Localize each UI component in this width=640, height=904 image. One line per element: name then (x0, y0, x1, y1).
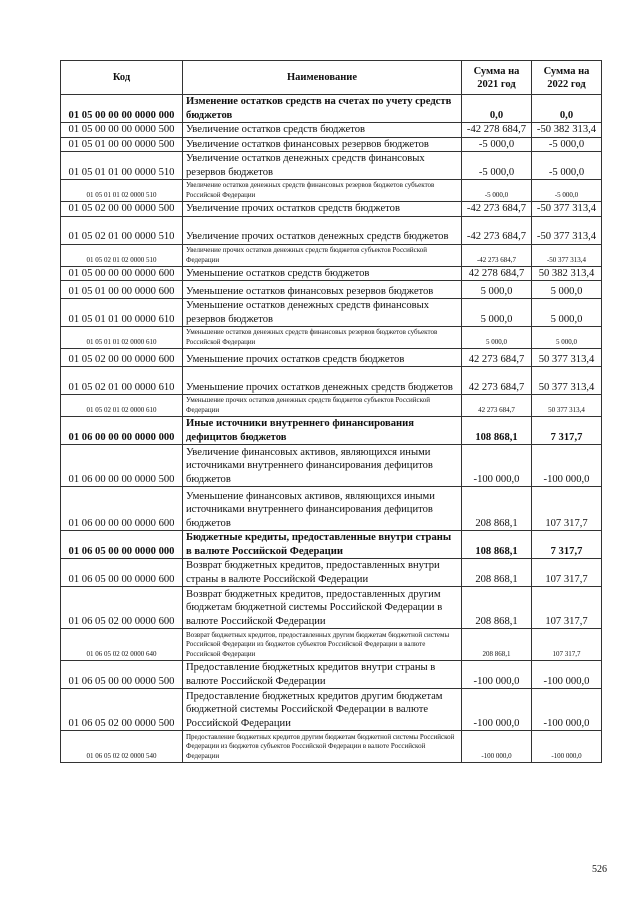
table-row (61, 487, 602, 531)
table-row (61, 244, 602, 266)
row-sum-2022: -100 000,0 (532, 661, 602, 689)
table-row (61, 137, 602, 152)
row-sum-2021: -42 273 684,7 (462, 244, 532, 266)
row-sum-2022: 107 317,7 (532, 587, 602, 629)
table-row (61, 299, 602, 327)
row-code: 01 06 05 00 00 0000 600 (61, 559, 183, 587)
row-sum-2022: -100 000,0 (532, 731, 602, 763)
row-name: Увеличение остатков денежных средств финансовых резервов бюджетов (183, 152, 462, 180)
row-name: Иные источники внутреннего финансирования дефицитов бюджетов (183, 417, 462, 445)
row-sum-2022: 0,0 (532, 95, 602, 123)
table-row (61, 531, 602, 559)
table-row (61, 349, 602, 367)
header-name: Наименование (183, 61, 462, 95)
row-sum-2021: -42 273 684,7 (462, 216, 532, 244)
row-name: Уменьшение остатков денежных средств финансовых резервов бюджетов субъектов Российской Федерации (183, 327, 462, 349)
row-code: 01 06 05 00 00 0000 500 (61, 661, 183, 689)
table-row (61, 180, 602, 202)
row-code: 01 05 01 00 00 0000 600 (61, 281, 183, 299)
table-row (61, 327, 602, 349)
row-code: 01 06 05 02 00 0000 500 (61, 689, 183, 731)
row-sum-2021: 5 000,0 (462, 327, 532, 349)
row-sum-2021: 42 278 684,7 (462, 266, 532, 281)
row-name: Предоставление бюджетных кредитов другим бюджетам бюджетной системы Российской Федерации в валюте Российской Федерации (183, 689, 462, 731)
row-sum-2022: 50 377 313,4 (532, 395, 602, 417)
row-sum-2021: -100 000,0 (462, 689, 532, 731)
row-sum-2021: 208 868,1 (462, 487, 532, 531)
row-name: Предоставление бюджетных кредитов внутри страны в валюте Российской Федерации (183, 661, 462, 689)
row-sum-2022: -50 377 313,4 (532, 216, 602, 244)
row-sum-2022: 7 317,7 (532, 531, 602, 559)
row-sum-2022: -100 000,0 (532, 689, 602, 731)
row-name: Бюджетные кредиты, предоставленные внутри страны в валюте Российской Федерации (183, 531, 462, 559)
row-name: Увеличение остатков денежных средств финансовых резервов бюджетов субъектов Российской Федерации (183, 180, 462, 202)
row-code: 01 05 02 01 00 0000 610 (61, 367, 183, 395)
row-sum-2022: 5 000,0 (532, 327, 602, 349)
table-row (61, 152, 602, 180)
row-code: 01 06 05 02 02 0000 640 (61, 629, 183, 661)
row-sum-2021: 208 868,1 (462, 629, 532, 661)
table-row (61, 689, 602, 731)
row-name: Увеличение остатков финансовых резервов бюджетов (183, 137, 462, 152)
row-code: 01 05 00 00 00 0000 600 (61, 266, 183, 281)
row-sum-2022: 107 317,7 (532, 487, 602, 531)
row-code: 01 06 05 02 02 0000 540 (61, 731, 183, 763)
row-name: Уменьшение остатков денежных средств финансовых резервов бюджетов (183, 299, 462, 327)
row-sum-2022: -5 000,0 (532, 180, 602, 202)
row-name: Увеличение остатков средств бюджетов (183, 123, 462, 138)
table-row (61, 559, 602, 587)
table-row (61, 587, 602, 629)
row-code: 01 05 01 00 00 0000 500 (61, 137, 183, 152)
row-sum-2022: 7 317,7 (532, 417, 602, 445)
row-sum-2022: 5 000,0 (532, 299, 602, 327)
row-sum-2021: 108 868,1 (462, 417, 532, 445)
row-code: 01 06 00 00 00 0000 000 (61, 417, 183, 445)
row-code: 01 05 02 01 00 0000 510 (61, 216, 183, 244)
row-code: 01 06 05 00 00 0000 000 (61, 531, 183, 559)
row-sum-2021: -42 273 684,7 (462, 202, 532, 217)
row-sum-2022: 50 377 313,4 (532, 349, 602, 367)
table-row (61, 216, 602, 244)
row-sum-2021: 42 273 684,7 (462, 367, 532, 395)
row-sum-2022: 107 317,7 (532, 629, 602, 661)
table-row (61, 661, 602, 689)
header-sum-2022: Сумма на 2022 год (532, 61, 602, 95)
row-sum-2021: 42 273 684,7 (462, 349, 532, 367)
header-code: Код (61, 61, 183, 95)
row-sum-2022: 107 317,7 (532, 559, 602, 587)
row-sum-2021: -5 000,0 (462, 137, 532, 152)
table-row (61, 123, 602, 138)
row-name: Возврат бюджетных кредитов, предоставленных другим бюджетам бюджетной системы Российской Федерации в валюте Российской Федерации (183, 587, 462, 629)
row-sum-2022: -50 377 313,4 (532, 244, 602, 266)
row-sum-2021: 0,0 (462, 95, 532, 123)
page-number: 526 (592, 864, 607, 875)
row-sum-2021: -42 278 684,7 (462, 123, 532, 138)
row-code: 01 05 02 01 02 0000 510 (61, 244, 183, 266)
row-sum-2022: -5 000,0 (532, 137, 602, 152)
row-sum-2022: -5 000,0 (532, 152, 602, 180)
row-sum-2022: 50 382 313,4 (532, 266, 602, 281)
table-body (61, 95, 602, 763)
row-name: Уменьшение остатков средств бюджетов (183, 266, 462, 281)
row-code: 01 05 01 01 02 0000 610 (61, 327, 183, 349)
row-code: 01 05 00 00 00 0000 500 (61, 123, 183, 138)
row-code: 01 05 01 01 00 0000 510 (61, 152, 183, 180)
row-sum-2022: -50 377 313,4 (532, 202, 602, 217)
row-sum-2021: -100 000,0 (462, 731, 532, 763)
budget-sources-table (60, 60, 602, 763)
row-code: 01 05 02 01 02 0000 610 (61, 395, 183, 417)
row-name: Уменьшение финансовых активов, являющихся иными источниками внутреннего финансирования дефицитов бюджетов (183, 487, 462, 531)
row-name: Увеличение прочих остатков денежных средств бюджетов (183, 216, 462, 244)
row-sum-2021: -5 000,0 (462, 180, 532, 202)
row-code: 01 06 00 00 00 0000 500 (61, 445, 183, 487)
table-row (61, 395, 602, 417)
table-row (61, 281, 602, 299)
row-name: Увеличение финансовых активов, являющихся иными источниками внутреннего финансирования дефицитов бюджетов (183, 445, 462, 487)
row-code: 01 05 00 00 00 0000 000 (61, 95, 183, 123)
row-sum-2022: 5 000,0 (532, 281, 602, 299)
table-row (61, 629, 602, 661)
row-code: 01 06 00 00 00 0000 600 (61, 487, 183, 531)
row-sum-2021: 208 868,1 (462, 587, 532, 629)
table-row (61, 202, 602, 217)
row-sum-2021: -5 000,0 (462, 152, 532, 180)
row-name: Предоставление бюджетных кредитов другим бюджетам бюджетной системы Российской Федерации из бюджетов субъектов Российской Федерации в валюте Российской Федерации (183, 731, 462, 763)
row-sum-2022: -100 000,0 (532, 445, 602, 487)
row-code: 01 05 01 01 00 0000 610 (61, 299, 183, 327)
table-row (61, 731, 602, 763)
row-code: 01 05 02 00 00 0000 500 (61, 202, 183, 217)
table-row (61, 367, 602, 395)
row-name: Уменьшение прочих остатков денежных средств бюджетов субъектов Российской Федерации (183, 395, 462, 417)
row-sum-2021: 5 000,0 (462, 299, 532, 327)
row-name: Уменьшение прочих остатков денежных средств бюджетов (183, 367, 462, 395)
table-row (61, 417, 602, 445)
row-sum-2021: -100 000,0 (462, 661, 532, 689)
table-row (61, 445, 602, 487)
row-code: 01 06 05 02 00 0000 600 (61, 587, 183, 629)
row-name: Возврат бюджетных кредитов, предоставленных внутри страны в валюте Российской Федерации (183, 559, 462, 587)
table-row (61, 95, 602, 123)
row-sum-2021: 108 868,1 (462, 531, 532, 559)
row-name: Изменение остатков средств на счетах по учету средств бюджетов (183, 95, 462, 123)
row-code: 01 05 01 01 02 0000 510 (61, 180, 183, 202)
row-code: 01 05 02 00 00 0000 600 (61, 349, 183, 367)
row-sum-2021: -100 000,0 (462, 445, 532, 487)
row-sum-2021: 42 273 684,7 (462, 395, 532, 417)
row-name: Уменьшение прочих остатков средств бюджетов (183, 349, 462, 367)
row-name: Уменьшение остатков финансовых резервов бюджетов (183, 281, 462, 299)
row-name: Возврат бюджетных кредитов, предоставленных другим бюджетам бюджетной системы Российской Федерации из бюджетов субъектов Российской Федерации в валюте Российской Федерации (183, 629, 462, 661)
header-sum-2021: Сумма на 2021 год (462, 61, 532, 95)
row-name: Увеличение прочих остатков средств бюджетов (183, 202, 462, 217)
row-sum-2021: 208 868,1 (462, 559, 532, 587)
row-sum-2022: 50 377 313,4 (532, 367, 602, 395)
row-name: Увеличение прочих остатков денежных средств бюджетов субъектов Российской Федерации (183, 244, 462, 266)
row-sum-2022: -50 382 313,4 (532, 123, 602, 138)
table-row (61, 266, 602, 281)
table-header-row (61, 61, 602, 95)
row-sum-2021: 5 000,0 (462, 281, 532, 299)
